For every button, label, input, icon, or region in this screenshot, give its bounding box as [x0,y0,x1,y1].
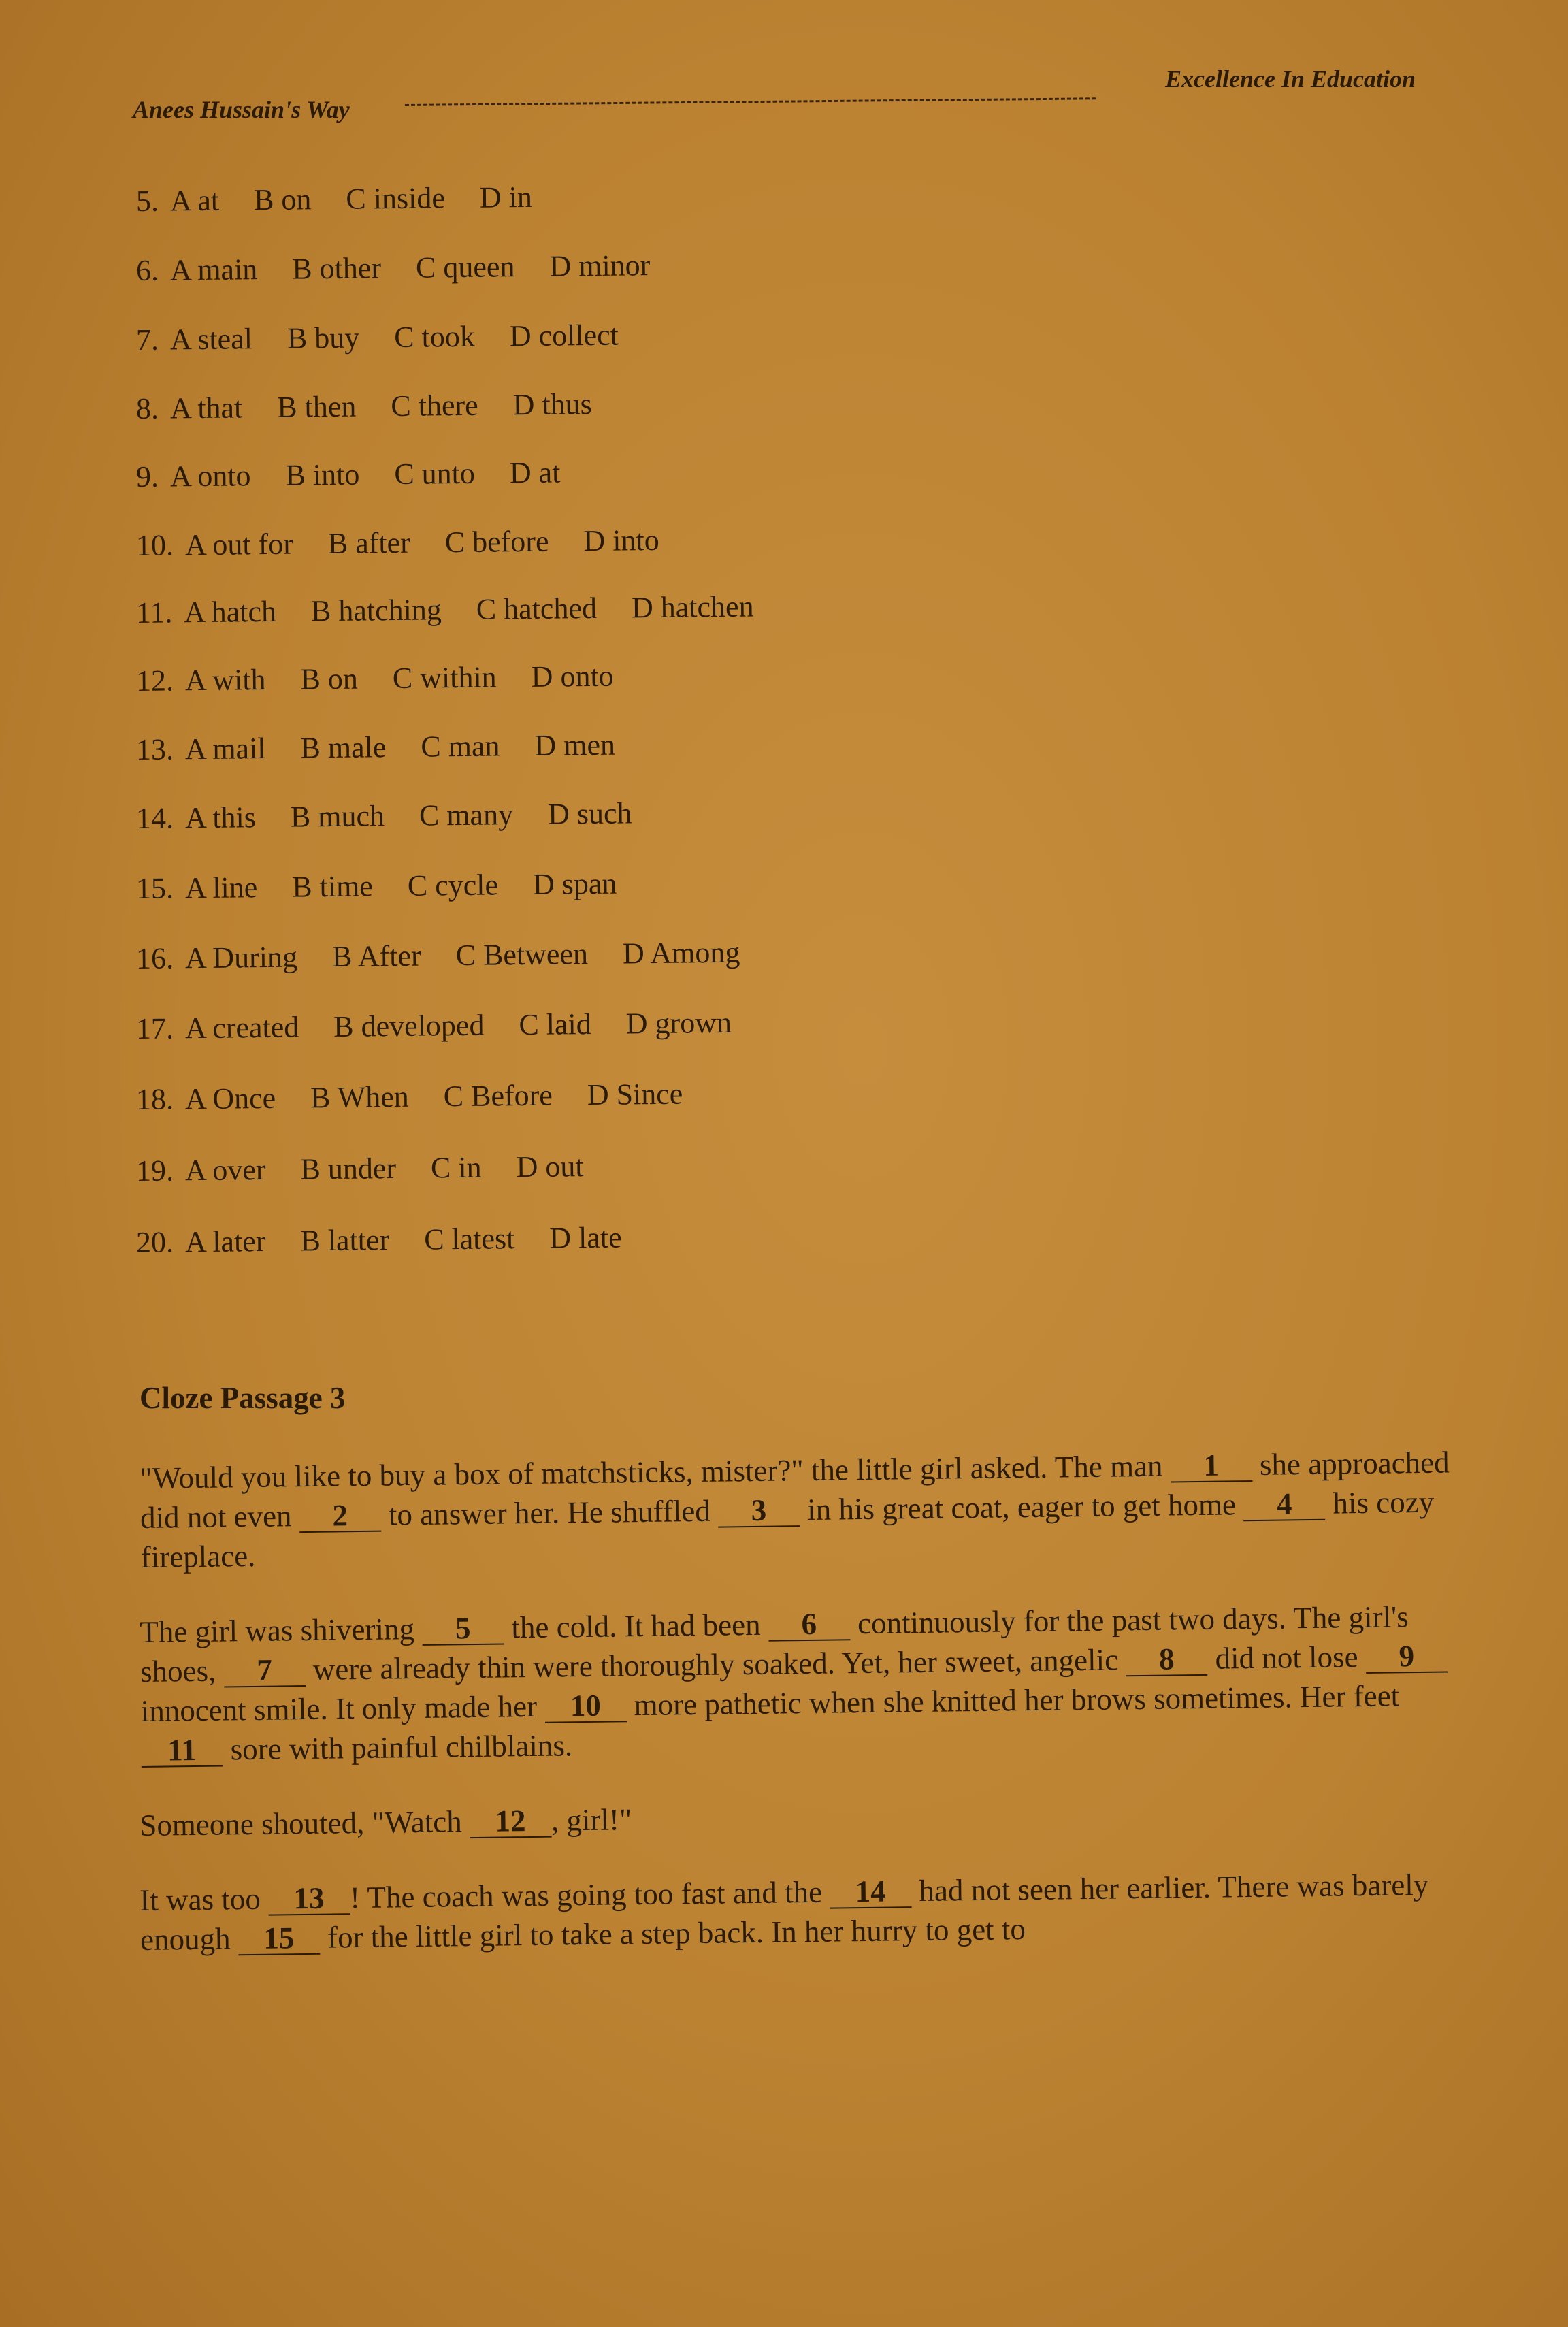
option-b: B on [253,182,312,217]
blank-10: 10 [544,1689,627,1723]
option-d: D hatchen [631,589,754,625]
option-row [136,1076,710,1123]
option-row [136,523,687,569]
passage-text: "Would you like to buy a box of matchsticks, mister?" the little girl asked. The man [140,1448,1163,1495]
option-c: C inside [346,181,446,216]
option-a: A mail [184,732,266,766]
option-b: B much [290,799,385,834]
option-d: D such [547,796,632,831]
passage-text: the cold. It had been [511,1607,761,1645]
option-c: C many [419,798,514,832]
blank-12: 12 [470,1805,552,1838]
option-b: B hatching [310,593,442,628]
option-b: B developed [333,1008,485,1043]
option-b: B latter [300,1223,390,1258]
option-b: B other [292,251,382,286]
option-c: C cycle [407,868,499,902]
passage-text: his cozy fireplace. [140,1484,1435,1574]
blank-13: 13 [268,1882,350,1915]
option-a: A onto [169,459,251,493]
option-a: A later [184,1224,266,1259]
cloze-passage [140,1378,1487,1995]
passage-text: , girl!" [551,1802,632,1838]
option-a: A created [184,1010,299,1045]
option-a: A this [184,800,257,835]
passage-text: continuously for the past two days. The girl's shoes, [140,1599,1409,1689]
blank-8: 8 [1126,1643,1208,1676]
passage-text: more pathetic when she knitted her brows sometimes. Her feet [634,1678,1400,1723]
header-dashed-rule [405,97,1096,106]
option-c: C latest [423,1222,515,1256]
header-motto: Excellence In Education [1165,65,1416,93]
passage-text: were already thin were thoroughly soaked. Yet, her sweet, angelic [312,1642,1119,1687]
option-a: A hatch [184,594,277,630]
option-c: C Between [455,937,589,973]
option-row [136,1149,611,1194]
option-b: B After [331,939,421,973]
option-c: C within [392,660,497,696]
blank-5: 5 [422,1612,504,1645]
passage-text: did not lose [1215,1640,1358,1676]
option-a: A out for [184,527,294,562]
question-number: 7. [135,323,159,357]
option-a: A that [169,391,243,425]
option-row [136,727,643,773]
passage-text: ! The coach was going too fast and the [349,1874,823,1915]
option-b: B then [277,389,357,424]
option-b: B under [300,1152,397,1186]
option-d: D collect [509,318,619,353]
passage-paragraph-3 [140,1789,1488,1845]
header-author: Anees Hussain's Way [133,96,350,123]
blank-7: 7 [223,1654,306,1687]
option-c: C before [444,524,549,559]
option-b: B on [300,662,359,696]
option-d: D men [534,728,616,762]
option-a: A line [184,870,258,905]
passage-text: in his great coat, eager to get home [806,1487,1237,1527]
question-number: 11. [135,596,173,630]
passage-text: innocent smile. It only made her [140,1689,538,1728]
option-c: C man [421,729,500,764]
option-row [136,179,560,225]
option-row [136,796,659,842]
option-c: C there [391,388,478,423]
option-d: D onto [531,659,614,694]
option-c: C laid [519,1007,592,1042]
option-b: B into [285,457,360,492]
question-number: 6. [135,253,159,287]
blank-9: 9 [1366,1640,1448,1674]
passage-paragraph-4 [140,1864,1488,1959]
blank-14: 14 [830,1875,912,1908]
option-d: D out [516,1150,584,1184]
option-row [136,866,644,912]
question-number: 8. [135,391,159,425]
option-c: C took [394,319,476,355]
option-c: C hatched [476,591,598,626]
option-a: A steal [169,322,253,357]
option-a: A over [184,1153,266,1188]
blank-11: 11 [141,1734,223,1768]
option-b: B after [327,525,411,561]
option-row [136,1005,760,1052]
question-number: 14. [135,801,174,835]
option-row [136,248,678,294]
option-row [136,387,619,432]
option-row [136,1220,649,1266]
option-b: B male [300,730,387,765]
option-a: A main [169,253,258,287]
question-number: 16. [135,941,174,975]
passage-text: Someone shouted, "Watch [140,1804,463,1842]
option-row [136,589,781,636]
question-number: 13. [135,732,174,766]
blank-4: 4 [1243,1488,1326,1521]
question-number: 15. [135,871,174,905]
option-d: D late [549,1220,622,1255]
passage-text: had not seen her earlier. There was barely enough [140,1867,1429,1957]
option-row [136,934,768,982]
passage-text: sore with painful chilblains. [230,1728,573,1767]
option-d: D minor [549,248,651,283]
question-number: 18. [135,1082,174,1116]
question-number: 17. [135,1011,174,1045]
question-number: 9. [135,459,159,493]
option-b: B time [292,869,374,904]
option-a: A Once [184,1081,276,1116]
option-d: D in [479,180,533,214]
passage-text: for the little girl to take a step back. In her hurry to get to [327,1912,1026,1955]
option-b: B buy [287,321,360,355]
option-c: C queen [415,250,515,284]
passage-text: The girl was shivering [140,1612,415,1649]
blank-2: 2 [299,1499,381,1533]
question-number: 10. [135,528,174,562]
passage-title: Cloze Passage 3 [140,1381,346,1415]
passage-text: It was too [140,1881,261,1917]
option-a: A with [184,663,266,698]
blank-1: 1 [1170,1449,1252,1482]
blank-6: 6 [768,1608,851,1641]
option-a: A During [184,940,298,975]
passage-text: to answer her. He shuffled [388,1493,711,1532]
question-number: 20. [135,1225,174,1259]
option-d: D Since [587,1077,683,1112]
option-b: B When [310,1079,409,1115]
option-c: C in [430,1150,482,1185]
passage-paragraph-1 [140,1442,1488,1577]
option-d: D Among [622,935,740,971]
question-number: 19. [135,1154,174,1188]
option-d: D at [509,455,561,490]
option-d: D span [532,866,617,901]
question-number: 5. [135,184,159,218]
option-c: C unto [394,456,476,491]
option-d: D thus [512,387,593,422]
option-row [136,658,641,704]
option-d: D into [583,523,659,558]
option-row [136,455,588,500]
page-header [133,65,1416,126]
option-c: C Before [443,1078,553,1113]
passage-text: she approached did not even [140,1445,1450,1535]
option-d: D grown [625,1005,732,1041]
option-row [136,317,647,363]
blank-3: 3 [718,1494,800,1527]
blank-15: 15 [238,1922,321,1955]
question-number: 12. [135,664,174,698]
passage-paragraph-2 [140,1596,1489,1770]
option-a: A at [169,183,220,218]
